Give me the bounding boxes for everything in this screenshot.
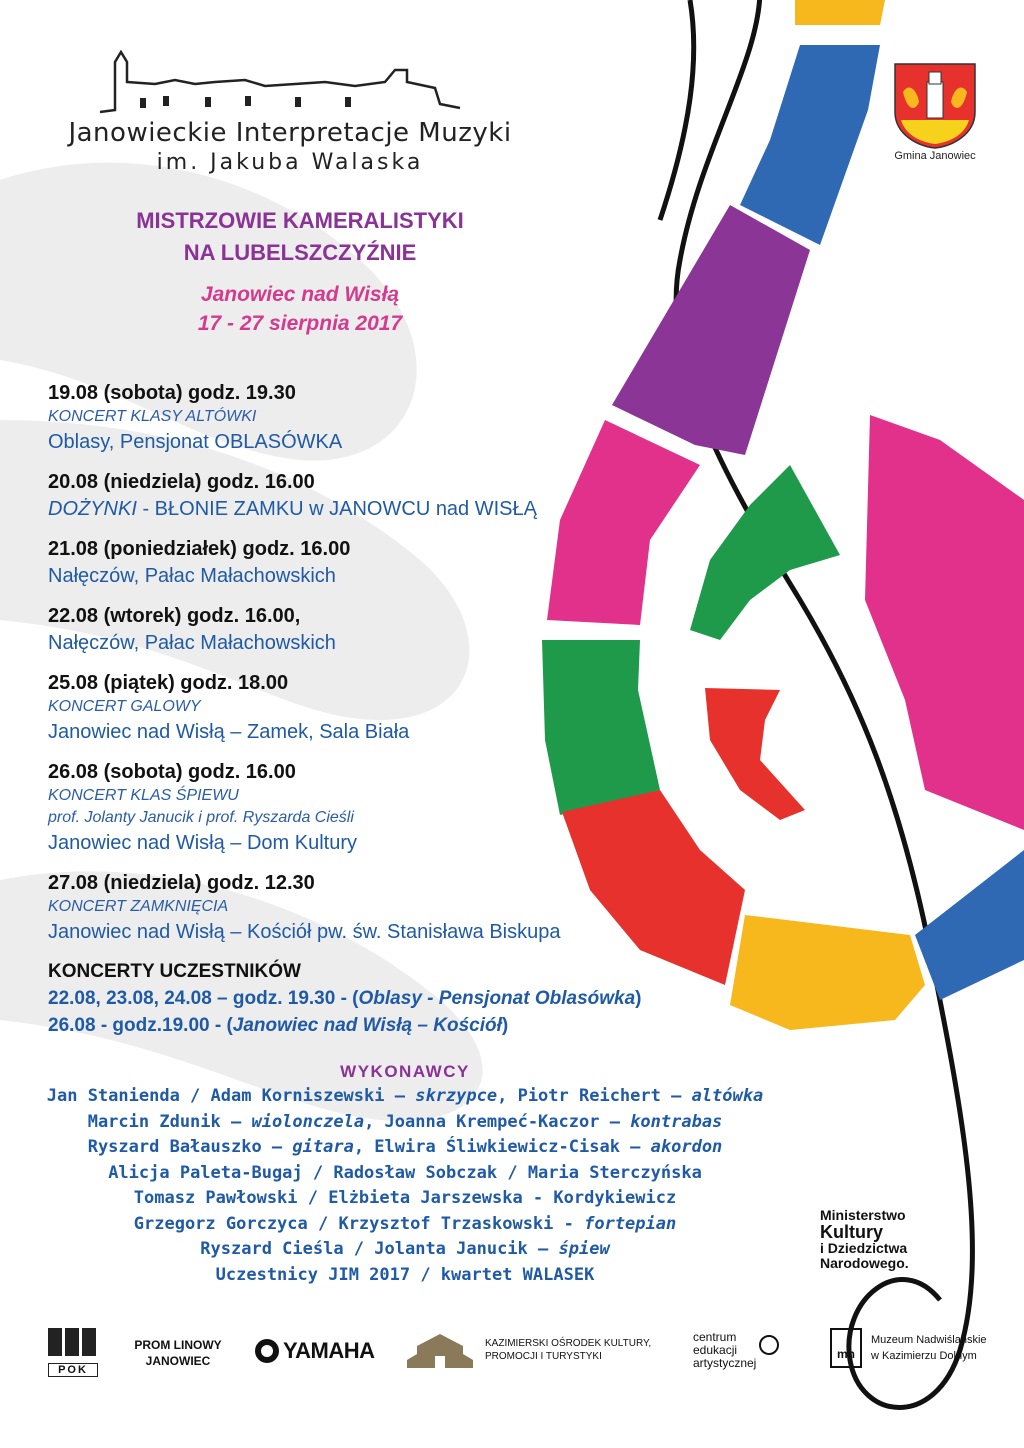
performer-line: Marcin Zdunik – wiolonczela, Joanna Krempeć-Kaczor – kontrabas	[87, 1111, 723, 1132]
performer-line: Uczestnicy JIM 2017 / kwartet WALASEK	[215, 1264, 595, 1285]
festival-place: Janowiec nad Wisłą	[200, 283, 400, 306]
pok-icon	[48, 1328, 98, 1358]
red-segment-inner	[705, 688, 805, 820]
blue-segment-bottom	[915, 850, 1024, 1000]
yamaha-tuning-fork-icon	[254, 1338, 280, 1364]
event-note-secondary: prof. Jolanty Janucik i prof. Ryszarda Cieśli	[48, 809, 354, 826]
muzeum-logo: mn Muzeum Nadwiślańskie w Kazimierzu Dolnym	[830, 1328, 987, 1368]
festival-title: Janowieckie Interpretacje Muzyki	[68, 118, 512, 148]
participant-concerts	[48, 959, 688, 1039]
event-note: KONCERT ZAMKNIĘCIA	[48, 898, 229, 915]
participants-title: KONCERTY UCZESTNIKÓW	[48, 961, 301, 982]
event-note-inline: DOŻYNKI	[48, 498, 137, 520]
event-note: KONCERT KLAS ŚPIEWU	[48, 787, 239, 804]
performer-line: Ryszard Cieśla / Jolanta Janucik – śpiew	[200, 1239, 610, 1259]
event-place: Janowiec nad Wisłą – Kościół pw. św. Stanisława Biskupa	[48, 921, 561, 943]
event-item	[48, 603, 688, 657]
gmina-label: Gmina Janowiec	[894, 150, 976, 162]
festival-dates: 17 - 27 sierpnia 2017	[197, 312, 403, 335]
event-item	[48, 870, 688, 946]
event-place-text: - BŁONIE ZAMKU w JANOWCU nad WISŁĄ	[136, 498, 537, 520]
coat-of-arms-icon	[893, 62, 977, 150]
event-date: 21.08 (poniedziałek) godz. 16.00	[48, 538, 351, 560]
cea-circle-icon	[758, 1334, 780, 1356]
event-item	[48, 759, 688, 857]
kok-logo: KAZIMIERSKI OŚRODEK KULTURY, PROMOCJI I TURYSTYKI	[405, 1330, 651, 1370]
castle-logo-icon	[95, 42, 465, 122]
headline-line-2: NA LUBELSZCZYŹNIE	[183, 240, 417, 265]
event-place: Oblasy, Pensjonat OBLASÓWKA	[48, 431, 343, 453]
event-place	[48, 495, 688, 523]
event-place: Janowiec nad Wisłą – Dom Kultury	[48, 832, 358, 854]
headline-line-1: MISTRZOWIE KAMERALISTYKI	[136, 208, 464, 233]
blue-segment	[740, 45, 880, 245]
performer-line: Ryszard Bałauszko – gitara, Elwira Śliwkiewicz-Cisak – akordon	[87, 1137, 723, 1157]
participants-line-2: 26.08 - godz.19.00 - (Janowiec nad Wisłą – Kościół)	[48, 1015, 509, 1036]
yellow-segment-top	[795, 0, 885, 25]
performer-line: Alicja Paleta-Bugaj / Radosław Sobczak / Maria Sterczyńska	[108, 1162, 702, 1183]
event-place: Nałęczów, Pałac Małachowskich	[48, 565, 336, 587]
event-note: KONCERT GALOWY	[48, 698, 201, 715]
event-item	[48, 380, 688, 456]
yamaha-logo: YAMAHA	[254, 1338, 375, 1364]
kok-building-icon	[405, 1330, 475, 1370]
event-place: Janowiec nad Wisłą – Zamek, Sala Biała	[48, 721, 410, 743]
pink-segment-right	[865, 415, 1024, 830]
pok-logo: POK	[48, 1328, 98, 1370]
performer-line: Tomasz Pawłowski / Elżbieta Jarszewska - Kordykiewicz	[133, 1188, 677, 1208]
event-item	[48, 670, 688, 746]
event-item	[48, 469, 688, 523]
performer-line: Jan Stanienda / Adam Korniszewski – skrzypce, Piotr Reichert – altówka	[46, 1086, 764, 1106]
event-date: 25.08 (piątek) godz. 18.00	[48, 672, 289, 694]
event-date: 26.08 (sobota) godz. 16.00	[48, 761, 296, 783]
event-place: Nałęczów, Pałac Małachowskich	[48, 632, 336, 654]
event-item	[48, 536, 688, 590]
performers-title: WYKONAWCY	[340, 1062, 470, 1081]
performer-line: Grzegorz Gorczyca / Krzysztof Trzaskowski - fortepian	[133, 1213, 677, 1234]
event-date: 22.08 (wtorek) godz. 16.00,	[48, 605, 301, 627]
yellow-segment-bottom	[730, 915, 925, 1030]
event-note: KONCERT KLASY ALTÓWKI	[48, 408, 257, 425]
events-list	[48, 380, 688, 1039]
centrum-edukacji-logo: centrum edukacji artystycznej	[693, 1331, 780, 1370]
performers-list	[0, 1084, 810, 1288]
festival-subtitle: im. Jakuba Walaska	[156, 150, 424, 175]
ministry-logo: Ministerstwo Kultury i Dziedzictwa Narodowego.	[820, 1207, 909, 1271]
event-date: 27.08 (niedziela) godz. 12.30	[48, 872, 315, 894]
participants-line-1: 22.08, 23.08, 24.08 – godz. 19.30 - (Oblasy - Pensjonat Oblasówka)	[48, 988, 642, 1009]
event-date: 19.08 (sobota) godz. 19.30	[48, 382, 296, 404]
event-date: 20.08 (niedziela) godz. 16.00	[48, 471, 315, 493]
green-segment-upper	[690, 465, 840, 640]
prom-linowy-logo: PROM LINOWY JANOWIEC	[134, 1338, 222, 1368]
